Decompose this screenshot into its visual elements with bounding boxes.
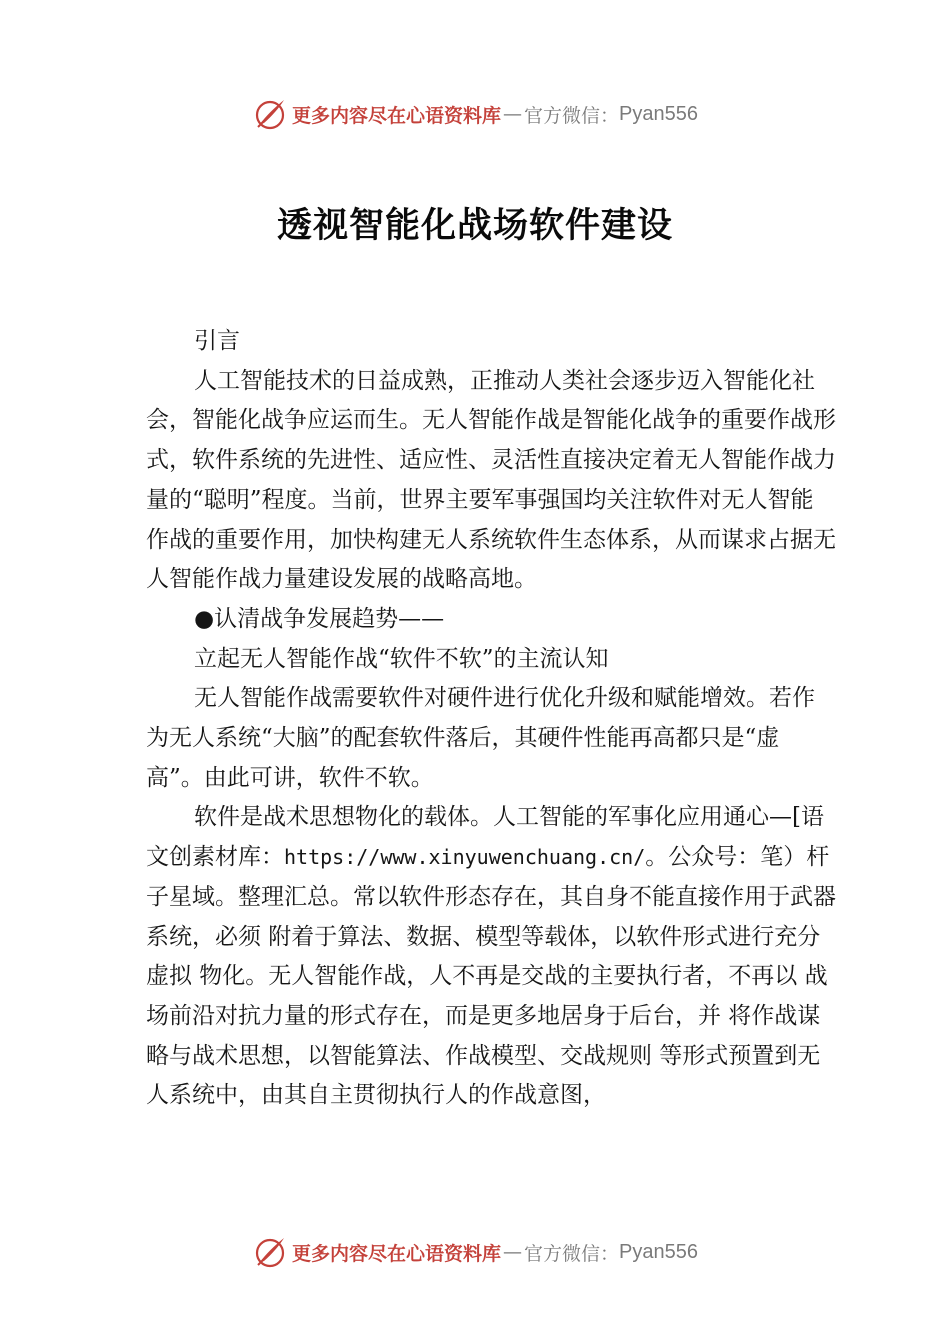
banner-library-text: 更多内容尽在心语资料库: [292, 104, 502, 127]
header-banner: [0, 94, 950, 134]
document-body: [146, 322, 836, 1116]
paragraph-3-part-b: 。公众号：笔）杆子星域。整理汇总。常以软件形态存在，其自身不能直接作用于武器系统，必须 附着于算法、数据、模型等载体，以软件形式进行充分虚拟 物化。无人智能作战，人不再是交战的主要执行者，不再以 战场前沿对抗力量的形式存在，而是更多地居身于后台，并 将作战谋略与战术思想，以智能算法、作战模型、交战规则 等形式预置到无人系统中，由其自主贯彻执行人的作战意图，: [146, 844, 836, 1109]
paragraph-3-part-a: 软件是战术思想物化的载体。人工智能的军事化应用通心—[语文创素材库：: [146, 804, 824, 871]
banner-library-text: 更多内容尽在心语资料库: [292, 1242, 502, 1265]
section-heading: ●认清战争发展趋势——: [194, 605, 445, 632]
banner-dash: —: [503, 103, 523, 125]
banner-dash: —: [503, 1241, 523, 1263]
banner-wechat-label: 官方微信：: [524, 104, 620, 127]
banner-wechat-id: Pyan556: [619, 1240, 698, 1263]
paragraph-2: 无人智能作战需要软件对硬件进行优化升级和赋能增效。若作为无人系统“大脑”的配套软件落后，其硬件性能再高都只是“虚高”。由此可讲，软件不软。: [146, 685, 815, 791]
source-url: https://www.xinyuwenchuang.cn/: [284, 845, 646, 870]
quill-logo-icon: [252, 1234, 288, 1270]
document-title: 透视智能化战场软件建设: [276, 205, 673, 246]
intro-heading: 引言: [194, 328, 240, 354]
section-subheading: 立起无人智能作战“软件不软”的主流认知: [194, 645, 609, 672]
quill-logo-icon: [252, 96, 288, 132]
banner-wechat-label: 官方微信：: [524, 1242, 620, 1265]
paragraph-3: [146, 798, 836, 1116]
footer-banner: [0, 1232, 950, 1272]
banner-wechat-id: Pyan556: [619, 102, 698, 125]
paragraph-1: 人工智能技术的日益成熟，正推动人类社会逐步迈入智能化社会，智能化战争应运而生。无人智能作战是智能化战争的重要作战形式，软件系统的先进性、适应性、灵活性直接决定着无人智能作战力量的“聪明”程度。当前，世界主要军事强国均关注软件对无人智能作战的重要作用，加快构建无人系统软件生态体系，从而谋求占据无人智能作战力量建设发展的战略高地。: [146, 367, 836, 593]
